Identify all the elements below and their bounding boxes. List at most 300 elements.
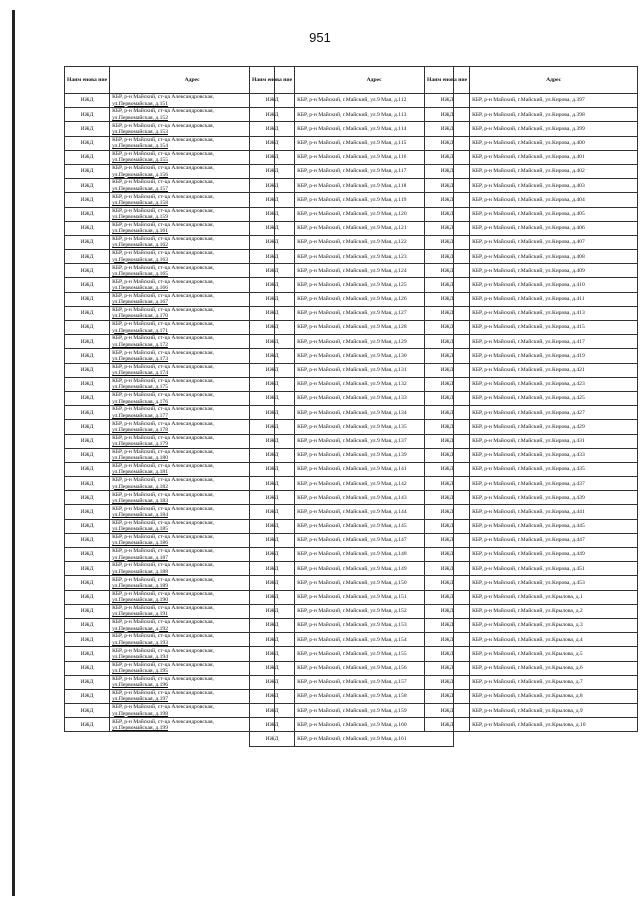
address-line: КБР, р-н Майский, г.Майский, ул.Кирова, д.407	[472, 239, 585, 246]
address-line: КБР, р-н Майский, г.Майский, ул.Кирова, д.404	[472, 196, 585, 203]
building-type-cell: ИЖД	[425, 477, 470, 491]
address-cell	[470, 604, 638, 618]
address-line: КБР, р-н Майский, г.Майский, ул.Кирова, д.429	[472, 423, 585, 430]
table-row	[250, 207, 454, 221]
address-cell	[470, 108, 638, 122]
table-row	[250, 391, 454, 405]
table-row	[425, 94, 638, 108]
address-cell	[295, 732, 454, 746]
address-line-street: ул.Первомайская, д.151	[112, 100, 169, 107]
table-header-row	[65, 67, 275, 94]
address-cell	[470, 136, 638, 150]
table-row	[65, 207, 275, 221]
table-row	[425, 477, 638, 491]
building-type-cell: ИЖД	[425, 193, 470, 207]
table-row	[250, 108, 454, 122]
table-row	[65, 647, 275, 661]
address-line-street: ул.Первомайская, д.166	[112, 285, 169, 292]
building-type-cell: ИЖД	[425, 576, 470, 590]
address-line: КБР, р-н Майский, ст-ца Александровская,	[112, 548, 214, 555]
building-type-cell: ИЖД	[425, 164, 470, 178]
table-row	[65, 94, 275, 108]
address-line: КБР, р-н Майский, г.Майский, ул.Кирова, д.453	[472, 579, 585, 586]
address-line: КБР, р-н Майский, ст-ца Александровская,	[112, 363, 214, 370]
table-row	[425, 122, 638, 136]
table-header-row	[250, 67, 454, 94]
table-row	[65, 533, 275, 547]
address-line: КБР, р-н Майский, г.Майский, ул.Крылова, д.5	[472, 650, 583, 657]
building-type-cell: ИЖД	[65, 448, 110, 462]
table-row	[65, 462, 275, 476]
table-row	[425, 292, 638, 306]
table-row	[65, 306, 275, 320]
address-line-street: ул.Первомайская, д.184	[112, 512, 169, 519]
address-line-street: ул.Первомайская, д.177	[112, 412, 169, 419]
address-line: КБР, р-н Майский, г.Майский, ул.9 Мая, д.156	[297, 664, 407, 671]
building-type-cell: ИЖД	[250, 647, 295, 661]
address-line-street: ул.Первомайская, д.187	[112, 554, 169, 561]
address-cell	[470, 661, 638, 675]
table-row	[250, 335, 454, 349]
address-line: КБР, р-н Майский, ст-ца Александровская,	[112, 605, 214, 612]
address-line: КБР, р-н Майский, г.Майский, ул.9 Мая, д.130	[297, 352, 407, 359]
address-line: КБР, р-н Майский, г.Майский, ул.Кирова, д.399	[472, 125, 585, 132]
address-line: КБР, р-н Майский, г.Майский, ул.9 Мая, д.119	[297, 196, 407, 203]
building-type-cell: ИЖД	[425, 349, 470, 363]
address-line: КБР, р-н Майский, г.Майский, ул.Кирова, д.408	[472, 253, 585, 260]
address-cell	[470, 406, 638, 420]
address-line: КБР, р-н Майский, г.Майский, ул.Кирова, д.445	[472, 523, 585, 530]
address-line: КБР, р-н Майский, ст-ца Александровская,	[112, 477, 214, 484]
building-type-cell: ИЖД	[65, 604, 110, 618]
building-type-cell: ИЖД	[425, 179, 470, 193]
address-cell	[470, 164, 638, 178]
building-type-cell: ИЖД	[250, 306, 295, 320]
table-row	[250, 349, 454, 363]
table-row	[250, 377, 454, 391]
table-row	[250, 235, 454, 249]
address-line: КБР, р-н Майский, г.Майский, ул.9 Мая, д.127	[297, 310, 407, 317]
address-line: КБР, р-н Майский, г.Майский, ул.9 Мая, д.129	[297, 338, 407, 345]
address-cell	[470, 207, 638, 221]
table-row	[250, 122, 454, 136]
address-line: КБР, р-н Майский, г.Майский, ул.9 Мая, д.159	[297, 707, 407, 714]
building-type-cell: ИЖД	[425, 377, 470, 391]
table-row	[250, 150, 454, 164]
building-type-cell: ИЖД	[250, 377, 295, 391]
building-type-cell: ИЖД	[250, 732, 295, 746]
building-type-cell: ИЖД	[250, 689, 295, 703]
table-body	[250, 94, 454, 747]
address-table-column-3	[424, 66, 638, 732]
address-line: КБР, р-н Майский, г.Майский, ул.Кирова, д.431	[472, 437, 585, 444]
table-row	[65, 604, 275, 618]
building-type-cell: ИЖД	[65, 505, 110, 519]
building-type-cell: ИЖД	[250, 221, 295, 235]
address-line: КБР, р-н Майский, г.Майский, ул.Крылова, д.4	[472, 636, 583, 643]
address-cell	[470, 462, 638, 476]
address-line: КБР, р-н Майский, ст-ца Александровская,	[112, 576, 214, 583]
table-row	[425, 278, 638, 292]
building-type-cell: ИЖД	[250, 321, 295, 335]
address-line: КБР, р-н Майский, г.Майский, ул.Кирова, д.415	[472, 324, 585, 331]
address-line-street: ул.Первомайская, д.189	[112, 582, 169, 589]
building-type-cell: ИЖД	[250, 533, 295, 547]
building-type-cell: ИЖД	[65, 576, 110, 590]
address-line: КБР, р-н Майский, г.Майский, ул.9 Мая, д.149	[297, 565, 407, 572]
address-line: КБР, р-н Майский, г.Майский, ул.9 Мая, д.121	[297, 225, 407, 232]
address-line: КБР, р-н Майский, г.Майский, ул.9 Мая, д.116	[297, 154, 407, 161]
building-type-cell: ИЖД	[65, 462, 110, 476]
address-line: КБР, р-н Майский, г.Майский, ул.9 Мая, д.145	[297, 523, 407, 530]
address-cell	[470, 335, 638, 349]
address-line: КБР, р-н Майский, ст-ца Александровская,	[112, 122, 214, 129]
address-line: КБР, р-н Майский, г.Майский, ул.Крылова, д.10	[472, 721, 586, 728]
address-line: КБР, р-н Майский, г.Майский, ул.9 Мая, д.135	[297, 423, 407, 430]
address-line-street: ул.Первомайская, д.183	[112, 497, 169, 504]
table-row	[250, 647, 454, 661]
table-row	[425, 462, 638, 476]
building-type-cell: ИЖД	[65, 704, 110, 718]
address-cell	[470, 434, 638, 448]
building-type-cell: ИЖД	[250, 207, 295, 221]
address-line-street: ул.Первомайская, д.152	[112, 114, 169, 121]
address-line: КБР, р-н Майский, ст-ца Александровская,	[112, 151, 214, 158]
table-row	[425, 377, 638, 391]
address-line: КБР, р-н Майский, г.Майский, ул.Кирова, д.449	[472, 551, 585, 558]
table-row	[65, 704, 275, 718]
building-type-cell: ИЖД	[65, 590, 110, 604]
address-line: КБР, р-н Майский, ст-ца Александровская,	[112, 534, 214, 541]
address-cell	[470, 576, 638, 590]
building-type-cell: ИЖД	[65, 278, 110, 292]
building-type-cell: ИЖД	[425, 335, 470, 349]
address-cell	[470, 718, 638, 732]
building-type-cell: ИЖД	[65, 207, 110, 221]
table-row	[425, 689, 638, 703]
address-line: КБР, р-н Майский, г.Майский, ул.9 Мая, д.151	[297, 594, 407, 600]
address-header: Адрес	[110, 67, 275, 94]
building-type-cell: ИЖД	[425, 363, 470, 377]
table-row	[425, 150, 638, 164]
table-row	[425, 221, 638, 235]
building-type-cell: ИЖД	[425, 718, 470, 732]
address-line: КБР, р-н Майский, г.Майский, ул.9 Мая, д.147	[297, 537, 407, 544]
address-line-street: ул.Первомайская, д.156	[112, 171, 169, 178]
address-line: КБР, р-н Майский, ст-ца Александровская,	[112, 292, 214, 299]
address-line-street: ул.Первомайская, д.188	[112, 568, 169, 575]
address-line: КБР, р-н Майский, г.Майский, ул.Кирова, д.402	[472, 168, 585, 175]
address-line: КБР, р-н Майский, г.Майский, ул.9 Мая, д.125	[297, 281, 407, 288]
address-line-street: ул.Первомайская, д.186	[112, 540, 169, 547]
table-row	[425, 618, 638, 632]
address-cell	[470, 519, 638, 533]
table-row	[250, 533, 454, 547]
address-line: КБР, р-н Майский, г.Майский, ул.Крылова, д.8	[472, 693, 583, 700]
address-line: КБР, р-н Майский, г.Майский, ул.Кирова, д.447	[472, 537, 585, 544]
address-line: КБР, р-н Майский, г.Майский, ул.Кирова, д.421	[472, 367, 585, 373]
address-line: КБР, р-н Майский, г.Майский, ул.9 Мая, д.122	[297, 239, 407, 246]
building-type-cell: ИЖД	[250, 462, 295, 476]
building-type-cell: ИЖД	[65, 349, 110, 363]
address-line: КБР, р-н Майский, г.Майский, ул.Кирова, д.435	[472, 466, 585, 473]
address-cell	[470, 278, 638, 292]
building-type-cell: ИЖД	[425, 618, 470, 632]
building-type-cell: ИЖД	[65, 108, 110, 122]
building-type-cell: ИЖД	[250, 633, 295, 647]
address-line: КБР, р-н Майский, г.Майский, ул.9 Мая, д.152	[297, 608, 407, 615]
address-line-street: ул.Первомайская, д.155	[112, 157, 169, 164]
table-row	[250, 264, 454, 278]
address-line: КБР, р-н Майский, г.Майский, ул.9 Мая, д.128	[297, 324, 407, 331]
table-row	[425, 576, 638, 590]
building-type-cell: ИЖД	[65, 633, 110, 647]
address-line: КБР, р-н Майский, г.Майский, ул.9 Мая, д.141	[297, 466, 407, 473]
building-type-cell: ИЖД	[250, 618, 295, 632]
table-row	[65, 519, 275, 533]
table-row	[250, 136, 454, 150]
building-type-cell: ИЖД	[65, 94, 110, 108]
address-cell	[470, 477, 638, 491]
building-type-cell: ИЖД	[250, 420, 295, 434]
address-line-street: ул.Первомайская, д.190	[112, 597, 169, 604]
address-line: КБР, р-н Майский, ст-ца Александровская,	[112, 619, 214, 626]
table-row	[425, 647, 638, 661]
building-type-cell: ИЖД	[425, 462, 470, 476]
address-line: КБР, р-н Майский, г.Майский, ул.9 Мая, д.112	[297, 97, 407, 104]
address-line: КБР, р-н Майский, ст-ца Александровская,	[112, 505, 214, 512]
table-row	[250, 604, 454, 618]
address-line: КБР, р-н Майский, ст-ца Александровская,	[112, 378, 214, 385]
address-cell	[470, 505, 638, 519]
table-row	[65, 633, 275, 647]
building-type-cell: ИЖД	[65, 136, 110, 150]
address-line: КБР, р-н Майский, ст-ца Александровская,	[112, 463, 214, 470]
building-type-cell: ИЖД	[65, 689, 110, 703]
address-line-street: ул.Первомайская, д.181	[112, 469, 169, 476]
table-row	[65, 562, 275, 576]
building-type-cell: ИЖД	[250, 235, 295, 249]
table-row	[65, 661, 275, 675]
address-header: Адрес	[295, 67, 454, 94]
address-line-street: ул.Первомайская, д.153	[112, 128, 169, 135]
address-line: КБР, р-н Майский, г.Майский, ул.Кирова, д.437	[472, 480, 585, 487]
table-row	[425, 306, 638, 320]
table-row	[425, 533, 638, 547]
table-row	[425, 548, 638, 562]
building-type-cell: ИЖД	[250, 590, 295, 604]
address-line: КБР, р-н Майский, ст-ца Александровская,	[112, 562, 214, 569]
address-line-street: ул.Первомайская, д.167	[112, 299, 169, 306]
building-type-cell: ИЖД	[250, 250, 295, 264]
building-type-cell: ИЖД	[425, 221, 470, 235]
table-row	[425, 391, 638, 405]
building-type-cell: ИЖД	[65, 647, 110, 661]
address-line: КБР, р-н Майский, г.Майский, ул.9 Мая, д.143	[297, 494, 407, 501]
table-row	[65, 406, 275, 420]
address-line: КБР, р-н Майский, г.Майский, ул.9 Мая, д.124	[297, 267, 407, 274]
table-row	[425, 363, 638, 377]
address-line-street: ул.Первомайская, д.173	[112, 355, 169, 362]
building-type-cell: ИЖД	[425, 505, 470, 519]
building-type-cell: ИЖД	[425, 420, 470, 434]
address-line: КБР, р-н Майский, г.Майский, ул.Кирова, д.409	[472, 267, 585, 274]
building-type-cell: ИЖД	[250, 477, 295, 491]
table-row	[250, 221, 454, 235]
table-row	[65, 122, 275, 136]
building-type-cell: ИЖД	[65, 292, 110, 306]
table-row	[65, 335, 275, 349]
table-row	[65, 718, 275, 732]
address-line: КБР, р-н Майский, г.Майский, ул.9 Мая, д.132	[297, 381, 407, 388]
building-type-cell: ИЖД	[65, 164, 110, 178]
address-cell	[470, 391, 638, 405]
table-row	[425, 250, 638, 264]
building-type-cell: ИЖД	[65, 193, 110, 207]
building-type-cell: ИЖД	[425, 689, 470, 703]
address-line: КБР, р-н Майский, г.Майский, ул.9 Мая, д.157	[297, 679, 407, 686]
building-type-cell: ИЖД	[65, 675, 110, 689]
address-line: КБР, р-н Майский, г.Майский, ул.9 Мая, д.134	[297, 409, 407, 416]
building-type-cell: ИЖД	[250, 108, 295, 122]
table-row	[425, 349, 638, 363]
address-line-street: ул.Первомайская, д.172	[112, 341, 169, 348]
address-line-street: ул.Первомайская, д.197	[112, 696, 169, 703]
address-line: КБР, р-н Майский, г.Майский, ул.9 Мая, д.117	[297, 168, 407, 175]
address-cell	[470, 590, 638, 604]
building-type-cell: ИЖД	[425, 519, 470, 533]
building-type-cell: ИЖД	[425, 207, 470, 221]
address-line: КБР, р-н Майский, ст-ца Александровская,	[112, 264, 214, 271]
building-type-cell: ИЖД	[65, 306, 110, 320]
address-line: КБР, р-н Майский, ст-ца Александровская,	[112, 675, 214, 682]
building-type-cell: ИЖД	[65, 250, 110, 264]
building-type-cell: ИЖД	[250, 576, 295, 590]
building-type-cell: ИЖД	[425, 604, 470, 618]
address-cell	[470, 377, 638, 391]
address-line: КБР, р-н Майский, г.Майский, ул.Кирова, д.400	[472, 140, 585, 146]
address-table-column-1	[64, 66, 275, 732]
table-row	[65, 292, 275, 306]
address-line: КБР, р-н Майский, г.Майский, ул.Крылова, д.2	[472, 608, 583, 615]
address-line: КБР, р-н Майский, г.Майский, ул.9 Мая, д.148	[297, 551, 407, 558]
address-line: КБР, р-н Майский, г.Майский, ул.Кирова, д.433	[472, 452, 585, 459]
table-row	[425, 164, 638, 178]
table-row	[250, 448, 454, 462]
building-type-cell: ИЖД	[250, 94, 295, 108]
table-row	[250, 732, 454, 746]
table-row	[250, 562, 454, 576]
address-line-street: ул.Первомайская, д.165	[112, 270, 169, 277]
address-line: КБР, р-н Майский, г.Майский, ул.9 Мая, д.158	[297, 693, 407, 700]
table-row	[425, 434, 638, 448]
building-type-cell: ИЖД	[425, 647, 470, 661]
table-row	[65, 576, 275, 590]
address-line-street: ул.Первомайская, д.196	[112, 682, 169, 689]
table-row	[250, 292, 454, 306]
address-cell	[470, 675, 638, 689]
table-row	[65, 108, 275, 122]
table-row	[65, 434, 275, 448]
building-type-cell: ИЖД	[250, 363, 295, 377]
building-type-cell: ИЖД	[65, 363, 110, 377]
address-cell	[470, 264, 638, 278]
table-row	[250, 491, 454, 505]
building-type-cell: ИЖД	[250, 122, 295, 136]
table-row	[250, 718, 454, 732]
address-line: КБР, р-н Майский, ст-ца Александровская,	[112, 661, 214, 668]
building-type-cell: ИЖД	[65, 179, 110, 193]
building-type-cell: ИЖД	[425, 321, 470, 335]
address-line: КБР, р-н Майский, г.Майский, ул.9 Мая, д.161	[297, 735, 407, 742]
address-line: КБР, р-н Майский, г.Майский, ул.9 Мая, д.120	[297, 210, 407, 217]
table-row	[65, 264, 275, 278]
address-line: КБР, р-н Майский, ст-ца Александровская,	[112, 179, 214, 186]
address-line: КБР, р-н Майский, г.Майский, ул.Кирова, д.397	[472, 97, 585, 104]
building-type-cell: ИЖД	[65, 391, 110, 405]
table-row	[250, 179, 454, 193]
type-header: Наим енова ние	[250, 67, 295, 94]
building-type-cell: ИЖД	[425, 122, 470, 136]
address-line: КБР, р-н Майский, ст-ца Александровская,	[112, 519, 214, 526]
building-type-cell: ИЖД	[425, 548, 470, 562]
address-line: КБР, р-н Майский, г.Майский, ул.Кирова, д.411	[472, 296, 585, 303]
building-type-cell: ИЖД	[65, 519, 110, 533]
address-line-street: ул.Первомайская, д.192	[112, 625, 169, 632]
table-row	[250, 661, 454, 675]
building-type-cell: ИЖД	[250, 179, 295, 193]
table-row	[65, 349, 275, 363]
building-type-cell: ИЖД	[425, 391, 470, 405]
address-cell	[470, 633, 638, 647]
table-row	[65, 548, 275, 562]
table-row	[65, 250, 275, 264]
address-line-street: ул.Первомайская, д.194	[112, 653, 169, 660]
building-type-cell: ИЖД	[65, 618, 110, 632]
table-row	[250, 477, 454, 491]
address-line: КБР, р-н Майский, г.Майский, ул.9 Мая, д.154	[297, 636, 407, 643]
address-line: КБР, р-н Майский, ст-ца Александровская,	[112, 704, 214, 711]
building-type-cell: ИЖД	[65, 562, 110, 576]
table-row	[425, 704, 638, 718]
address-line: КБР, р-н Майский, ст-ца Александровская,	[112, 434, 214, 441]
table-row	[425, 675, 638, 689]
building-type-cell: ИЖД	[425, 633, 470, 647]
address-line-street: ул.Первомайская, д.182	[112, 483, 169, 490]
table-row	[65, 391, 275, 405]
address-line: КБР, р-н Майский, г.Майский, ул.Крылова, д.3	[472, 622, 583, 629]
building-type-cell: ИЖД	[425, 94, 470, 108]
table-row	[250, 278, 454, 292]
table-row	[250, 548, 454, 562]
address-cell	[470, 221, 638, 235]
building-type-cell: ИЖД	[425, 136, 470, 150]
building-type-cell: ИЖД	[65, 335, 110, 349]
address-line: КБР, р-н Майский, ст-ца Александровская,	[112, 335, 214, 342]
building-type-cell: ИЖД	[425, 562, 470, 576]
table-row	[250, 434, 454, 448]
address-line-street: ул.Первомайская, д.195	[112, 668, 169, 675]
type-header: Наим енова ние	[65, 67, 110, 94]
address-line: КБР, р-н Майский, ст-ца Александровская,	[112, 420, 214, 427]
address-cell	[470, 689, 638, 703]
table-row	[65, 448, 275, 462]
table-row	[425, 108, 638, 122]
table-row	[65, 377, 275, 391]
table-row	[65, 590, 275, 604]
address-line: КБР, р-н Майский, г.Майский, ул.Кирова, д.417	[472, 338, 585, 345]
building-type-cell: ИЖД	[250, 491, 295, 505]
